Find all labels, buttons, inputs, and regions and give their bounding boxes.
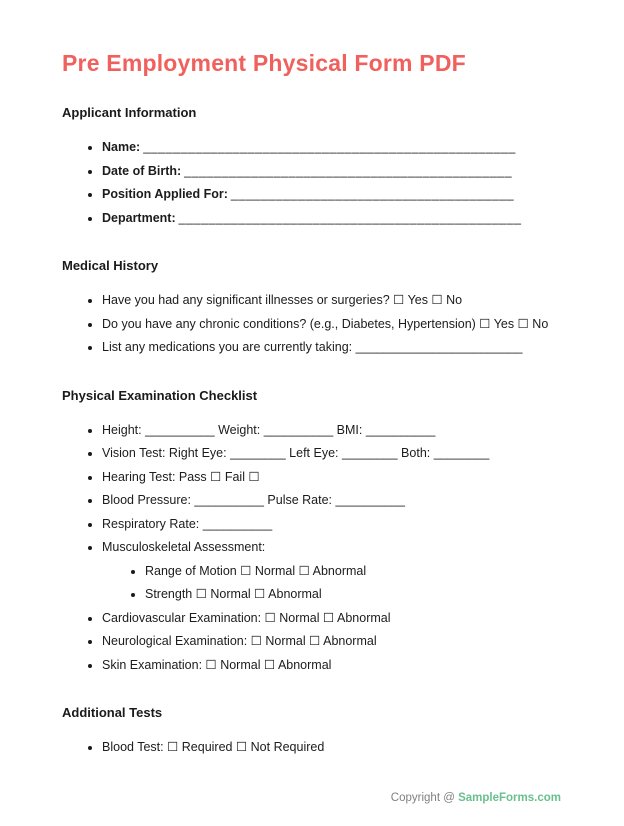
field-blank-line: ______________________________________________ <box>178 210 522 225</box>
section-heading-additional-tests: Additional Tests <box>62 705 163 720</box>
form-field-line-name <box>102 136 562 160</box>
form-field-line-respiratory-rate: • Respiratory Rate: __________ <box>102 513 562 537</box>
form-field-line-blood-pressure-pulse: • Blood Pressure: __________ Pulse Rate: __________ <box>102 489 562 513</box>
musculoskeletal-sublist <box>102 560 562 607</box>
medical-history-list <box>62 289 562 360</box>
section-applicant-information <box>62 105 562 230</box>
form-field-line-vision-test: • Vision Test: Right Eye: ________ Left Eye: ________ Both: ________ <box>102 442 562 466</box>
checkbox-line-range-of-motion: • Range of Motion ☐ Normal ☐ Abnormal <box>145 560 562 584</box>
checkbox-question-illnesses: • Have you had any significant illnesses or surgeries? ☐ Yes ☐ No <box>102 289 562 313</box>
form-field-line-height-weight-bmi: • Height: __________ Weight: __________ BMI: __________ <box>102 419 562 443</box>
musculoskeletal-label: Musculoskeletal Assessment: <box>102 540 266 554</box>
checkbox-line-neurological: • Neurological Examination: ☐ Normal ☐ Abnormal <box>102 630 562 654</box>
field-blank-line: __________________________________________________ <box>143 140 516 154</box>
field-label: Position Applied For: <box>102 187 228 201</box>
field-blank-line: ____________________________________________ <box>184 163 513 178</box>
checkbox-line-blood-test: • Blood Test: ☐ Required ☐ Not Required <box>102 736 562 760</box>
sampleforms-link[interactable]: SampleForms.com <box>458 792 561 804</box>
field-label: Date of Birth: <box>102 163 182 178</box>
field-label: Name: <box>102 140 141 154</box>
form-field-line-position-applied-for <box>102 183 562 207</box>
form-field-line-date-of-birth <box>102 160 562 184</box>
section-heading-physical-examination-checklist: Physical Examination Checklist <box>62 387 258 403</box>
field-blank-line: ______________________________________ <box>230 187 515 201</box>
form-field-line-medications: • List any medications you are currently taking: ________________________ <box>102 336 562 360</box>
field-label: Department: <box>102 210 176 225</box>
checkbox-line-cardiovascular: • Cardiovascular Examination: ☐ Normal ☐ Abnormal <box>102 607 562 631</box>
physical-exam-list <box>62 419 562 678</box>
section-physical-examination-checklist <box>62 388 562 678</box>
form-field-line-department <box>102 207 562 231</box>
checkbox-line-skin: • Skin Examination: ☐ Normal ☐ Abnormal <box>102 654 562 678</box>
section-medical-history <box>62 258 562 360</box>
additional-tests-list <box>62 736 562 760</box>
checkbox-question-chronic-conditions: • Do you have any chronic conditions? (e.g., Diabetes, Hypertension) ☐ Yes ☐ No <box>102 313 562 337</box>
applicant-fields-list <box>62 136 562 230</box>
copyright-text: Copyright @ <box>390 792 459 804</box>
section-additional-tests <box>62 705 562 760</box>
list-item-musculoskeletal-assessment <box>102 536 562 607</box>
checkbox-line-strength: • Strength ☐ Normal ☐ Abnormal <box>145 583 562 607</box>
footer <box>391 792 561 804</box>
page-title: Pre Employment Physical Form PDF <box>62 50 466 76</box>
section-heading-applicant-information: Applicant Information <box>62 105 197 120</box>
section-heading-medical-history: Medical History <box>62 258 159 273</box>
checkbox-line-hearing-test: • Hearing Test: Pass ☐ Fail ☐ <box>102 466 562 490</box>
